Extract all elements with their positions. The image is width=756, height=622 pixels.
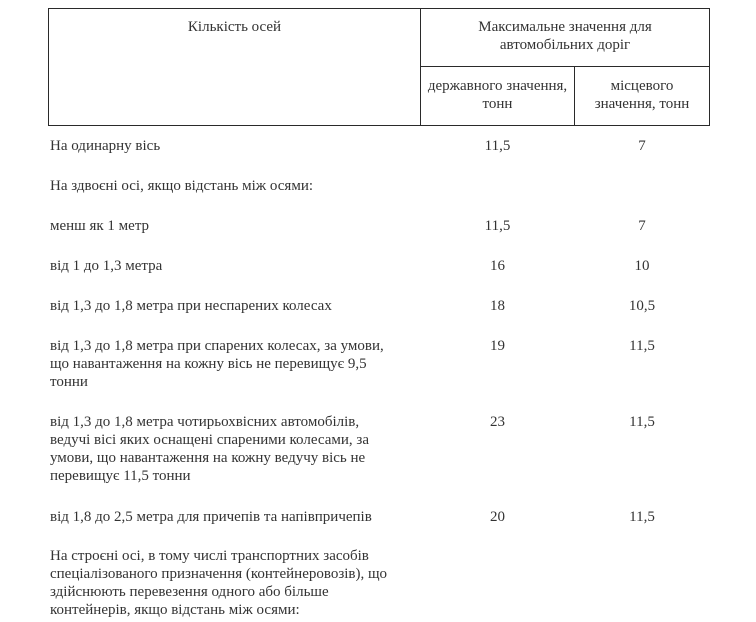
row-local-value: 11,5 bbox=[629, 338, 655, 354]
header-subdivider bbox=[420, 66, 710, 67]
row-label-trailers: від 1,8 до 2,5 метра для причепів та напівпричепів bbox=[50, 509, 372, 525]
header-max-value: Максимальне значення для автомобільних доріг bbox=[478, 19, 652, 53]
header-state-roads: державного значення, тонн bbox=[427, 78, 568, 112]
row-local-value: 11,5 bbox=[629, 414, 655, 430]
row-label-unpaired-wheels: від 1,3 до 1,8 метра при неспарених колесах bbox=[50, 298, 332, 314]
row-state-value: 18 bbox=[490, 298, 505, 314]
header-axles-count: Кількість осей bbox=[187, 19, 282, 35]
row-label-1-1-3m: від 1 до 1,3 метра bbox=[50, 258, 163, 274]
row-local-value: 10,5 bbox=[628, 298, 656, 314]
row-local-value: 10 bbox=[634, 258, 650, 274]
row-state-value: 23 bbox=[490, 414, 505, 430]
row-state-value: 11,5 bbox=[484, 218, 511, 234]
row-label-four-axle-vehicles: від 1,3 до 1,8 метра чотирьохвісних автомобілів, ведучі вісі яких оснащені спареними колесами, за умови, що навантаження на кожну ведучу вісь не перевищує 11,5 тонни bbox=[50, 414, 369, 484]
header-local-roads: місцевого значення, тонн bbox=[594, 78, 690, 112]
header-bottom-line bbox=[48, 125, 710, 126]
row-label-less-1m: менш як 1 метр bbox=[50, 218, 150, 234]
row-local-value: 7 bbox=[638, 138, 646, 154]
row-state-value: 16 bbox=[490, 258, 505, 274]
row-label-double-axles: На здвоєні осі, якщо відстань між осями: bbox=[50, 178, 314, 194]
row-label-single-axle: На одинарну вісь bbox=[50, 138, 161, 154]
row-state-value: 19 bbox=[490, 338, 505, 354]
table-border-top bbox=[48, 8, 710, 9]
row-label-paired-wheels: від 1,3 до 1,8 метра при спарених колесах, за умови, що навантаження на кожну вісь не перевищує 9,5 тонни bbox=[50, 338, 384, 390]
row-state-value: 11,5 bbox=[484, 138, 511, 154]
row-local-value: 11,5 bbox=[629, 509, 655, 525]
row-state-value: 20 bbox=[490, 509, 505, 525]
row-local-value: 7 bbox=[638, 218, 646, 234]
row-label-triple-axles: На строєні осі, в тому числі транспортних засобів спеціалізованого призначення (контейнеровозів), що здійснюють перевезення одного або більше контейнерів, якщо відстань між осями: bbox=[50, 548, 388, 618]
